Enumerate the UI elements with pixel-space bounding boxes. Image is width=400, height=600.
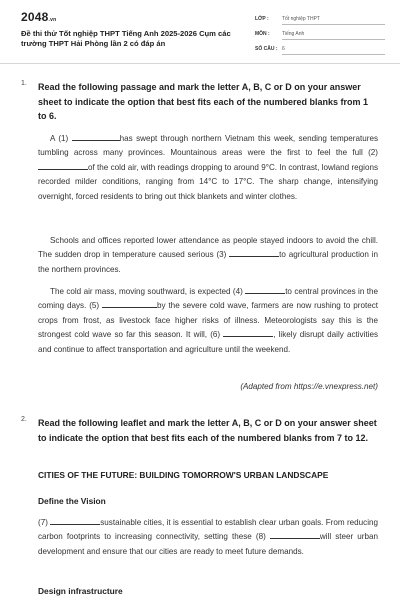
blank-3 (229, 249, 279, 257)
meta-value: Tốt nghiệp THPT (282, 16, 320, 22)
meta-underline (282, 24, 385, 25)
meta-value: 6 (282, 46, 285, 52)
blank-5 (102, 300, 157, 308)
text-run: to central provinces in the coming days. (5) (38, 287, 378, 311)
meta-key: MÔN : (255, 31, 270, 37)
blank-6 (223, 329, 273, 337)
text-run: , likely disrupt daily activities and continue to affect transportation and agriculture until the weekend. (38, 330, 378, 354)
question-number: 1. (21, 80, 27, 87)
text-run: sustainable cities, it is essential to establish clear urban goals. From reducing carbon footprints to increasing connectivity, setting these (8) (38, 518, 378, 542)
passage-paragraph-3 (38, 285, 378, 357)
text-run: of the cold air, with readings dropping to around 9°C. In contrast, lowland regions recorded milder conditions, ranging from 14°C to 17°C. The sharp change, intensifying overnight, forced residents to bring out thick blankets and winter clothes. (38, 162, 378, 201)
meta-key: SỐ CÂU : (255, 46, 278, 52)
blank-2 (38, 162, 88, 170)
text-run: Schools and offices reported lower attendance as people stayed indoors to avoid the chill. The sudden drop in temperature caused serious (3) (38, 236, 378, 260)
text-run: to agricultural production in the northern provinces. (38, 250, 378, 274)
meta-value: Tiếng Anh (282, 31, 305, 37)
blank-1 (72, 133, 120, 141)
logo-main: 2048 (21, 10, 49, 24)
text-run: by the severe cold wave, farmers are now rushing to protect crops from frost, as livestock face higher risks of illness. Meteorologists say this is the strongest cold wave so far this season. It will, (6) (38, 301, 378, 340)
question-number: 2. (21, 416, 27, 423)
meta-class-row (255, 12, 385, 26)
text-run: A (1) (50, 134, 72, 143)
site-logo[interactable] (21, 10, 56, 24)
meta-underline (282, 54, 385, 55)
text-run: The cold air mass, moving southward, is expected (4) (50, 287, 246, 296)
meta-key: LỚP : (255, 16, 269, 22)
blank-8 (270, 531, 320, 539)
question-instruction: Read the following passage and mark the letter A, B, C or D on your answer sheet to indicate the option that best fits each of the numbered blanks from 1 to 6. (38, 82, 369, 121)
meta-count-row (255, 42, 385, 56)
blank-4 (245, 286, 285, 294)
section-title-vision: Define the Vision (38, 496, 106, 506)
text-run: will steer urban development and ensure that our cities are ready to meet future demands. (38, 532, 378, 556)
section-title-infrastructure: Design infrastructure (38, 586, 123, 596)
leaflet-paragraph-1 (38, 516, 378, 559)
text-run: has swept through northern Vietnam this week, sending temperatures tumbling across many provinces. Mountainous areas were the first to feel the full (2) (38, 134, 378, 158)
meta-underline (282, 39, 385, 40)
passage-source: (Adapted from https://e.vnexpress.net) (240, 382, 378, 391)
logo-suffix: .vn (48, 17, 57, 23)
passage-paragraph-1 (38, 132, 378, 204)
leaflet-title: CITIES OF THE FUTURE: BUILDING TOMORROW'S URBAN LANDSCAPE (38, 470, 329, 480)
text-run: (7) (38, 518, 51, 527)
passage-paragraph-2 (38, 234, 378, 277)
document-title: Đề thi thử Tốt nghiệp THPT Tiếng Anh 2025-2026 Cụm các trường THPT Hải Phòng lần 2 có đáp án (21, 29, 231, 48)
header-divider (0, 63, 400, 64)
question-instruction: Read the following leaflet and mark the letter A, B, C or D on your answer sheet to indicate the option that best fits each of the numbered blanks from 7 to 12. (38, 418, 377, 443)
blank-7 (50, 517, 100, 525)
meta-subject-row (255, 27, 385, 41)
page-header (0, 0, 400, 63)
